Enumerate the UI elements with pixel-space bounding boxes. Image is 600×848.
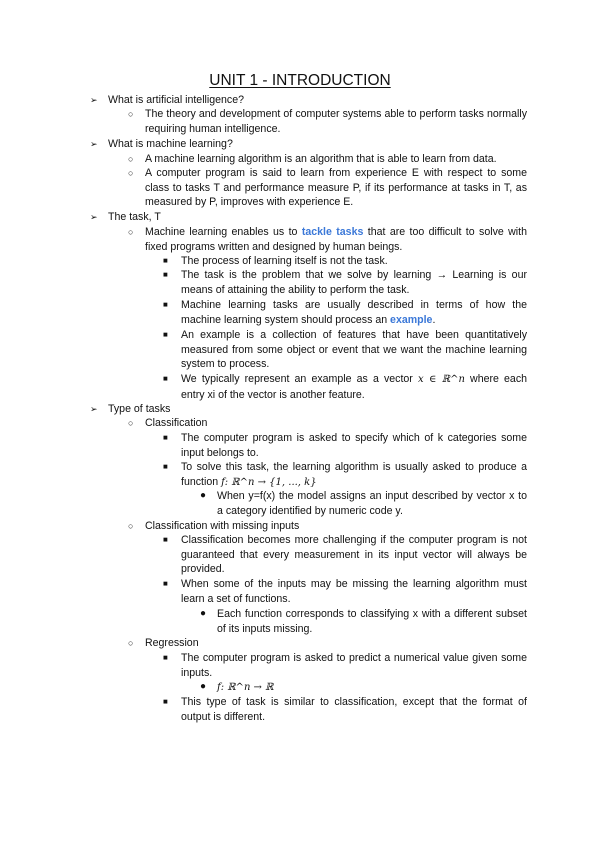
square-bullet-icon: ■ — [163, 579, 168, 588]
dot-bullet-icon: ● — [200, 490, 207, 501]
regression-point-1: The computer program is asked to predict a numerical value given some inputs. — [181, 652, 527, 679]
circle-bullet-icon: ○ — [128, 154, 134, 164]
ml-definition-1: A machine learning algorithm is an algorithm that is able to learn from data. — [145, 153, 497, 165]
classification-heading: Classification — [145, 417, 208, 429]
square-bullet-icon: ■ — [163, 256, 168, 265]
circle-bullet-icon: ○ — [128, 168, 134, 178]
outline-item-ml: What is machine learning? — [108, 138, 233, 150]
math-function: f: ℝ^n → {1, ..., k} — [221, 476, 317, 488]
circle-bullet-icon: ○ — [128, 638, 134, 648]
circle-bullet-icon: ○ — [128, 521, 134, 531]
task-description: Machine learning enables us to tackle tasks that are too difficult to solve with fixed programs written and designed by human beings. — [145, 226, 527, 253]
regression-point-2: This type of task is similar to classification, except that the format of output is different. — [181, 696, 527, 723]
regression-heading: Regression — [145, 637, 199, 649]
task-point-1: The process of learning itself is not the task. — [181, 255, 388, 267]
missing-inputs-heading: Classification with missing inputs — [145, 520, 300, 532]
arrow-bullet-icon: ➢ — [90, 95, 98, 105]
arrow-bullet-icon: ➢ — [90, 212, 98, 222]
task-point-3: Machine learning tasks are usually described in terms of how the machine learning system should process an example. — [181, 299, 527, 326]
regression-function — [217, 680, 527, 696]
square-bullet-icon: ■ — [163, 374, 168, 383]
classification-point-2: To solve this task, the learning algorithm is usually asked to produce a function f: ℝ^n → {1, ..., k} — [181, 461, 527, 488]
math-regression-function: f: ℝ^n → ℝ — [217, 682, 274, 693]
missing-inputs-detail: Each function corresponds to classifying x with a different subset of its inputs missing. — [217, 608, 527, 635]
ai-definition: The theory and development of computer systems able to perform tasks normally requiring human intelligence. — [145, 108, 527, 135]
square-bullet-icon: ■ — [163, 653, 168, 662]
circle-bullet-icon: ○ — [128, 109, 134, 119]
task-point-5: We typically represent an example as a vector x ∈ ℝ^n where each entry xi of the vector is another feature. — [181, 373, 528, 401]
square-bullet-icon: ■ — [163, 433, 168, 442]
missing-inputs-point-2: When some of the inputs may be missing the learning algorithm must learn a set of functions. — [181, 578, 527, 605]
classification-detail: When y=f(x) the model assigns an input described by vector x to a category identified by numeric code y. — [217, 490, 527, 517]
ml-definition-2: A computer program is said to learn from experience E with respect to some class to tasks T and performance measure P, if its performance at tasks in T, as measured by P, improves with experience E. — [145, 167, 527, 209]
circle-bullet-icon: ○ — [128, 227, 134, 237]
dot-bullet-icon: ● — [200, 681, 207, 692]
math-vector: x ∈ ℝ^n — [417, 374, 465, 385]
arrow-bullet-icon: ➢ — [90, 404, 98, 414]
square-bullet-icon: ■ — [163, 330, 168, 339]
highlight-tackle-tasks: tackle tasks — [301, 226, 364, 238]
outline-item-ai: What is artificial intelligence? — [108, 94, 245, 106]
missing-inputs-point-1: Classification becomes more challenging if the computer program is not guaranteed that every measurement in its input vector will always be provided. — [181, 534, 527, 576]
classification-point-1: The computer program is asked to specify which of k categories some input belongs to. — [181, 432, 527, 459]
task-point-4: An example is a collection of features that have been quantitatively measured from some object or event that we want the machine learning system to process. — [181, 329, 527, 371]
outline-item-task: The task, T — [108, 211, 161, 223]
square-bullet-icon: ■ — [163, 462, 168, 471]
square-bullet-icon: ■ — [163, 697, 168, 706]
outline-item-types: Type of tasks — [108, 403, 171, 415]
square-bullet-icon: ■ — [163, 300, 168, 309]
page-title: UNIT 1 - INTRODUCTION — [209, 72, 391, 89]
square-bullet-icon: ■ — [163, 535, 168, 544]
highlight-example: example — [390, 313, 433, 326]
square-bullet-icon: ■ — [163, 270, 168, 279]
arrow-bullet-icon: ➢ — [90, 139, 98, 149]
circle-bullet-icon: ○ — [128, 418, 134, 428]
task-point-2: The task is the problem that we solve by learning → Learning is our means of attaining the ability to perform the task. — [181, 269, 527, 296]
dot-bullet-icon: ● — [200, 608, 207, 619]
